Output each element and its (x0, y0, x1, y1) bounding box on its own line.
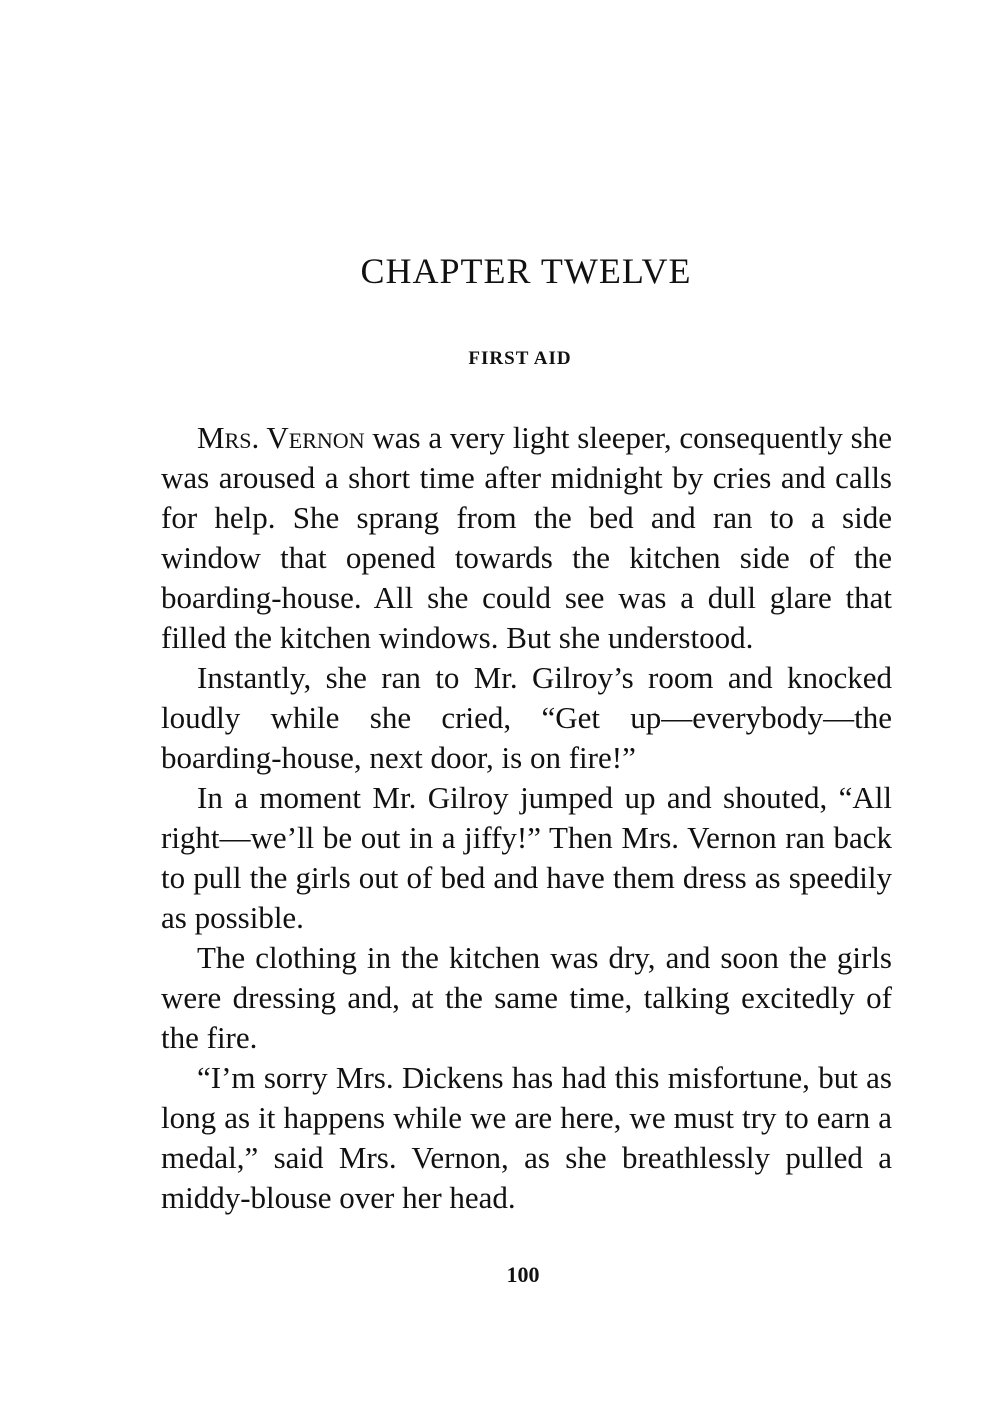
chapter-body (161, 418, 892, 1218)
chapter-subtitle: FIRST AID (468, 348, 572, 369)
paragraph-lead: Mrs. Vernon (197, 420, 365, 455)
paragraph (161, 418, 892, 658)
paragraph: In a moment Mr. Gilroy jumped up and shouted, “All right—we’ll be out in a jiffy!” Then Mrs. Vernon ran back to pull the girls out of bed and have them dress as speedily as possible. (161, 780, 892, 935)
chapter-title: CHAPTER TWELVE (360, 251, 692, 291)
page-number: 100 (506, 1262, 540, 1287)
paragraph-text: was a very light sleeper, consequently she was aroused a short time after midnight by cries and calls for help. She sprang from the bed and ran to a side window that opened towards the kitchen side of the boarding-house. All she could see was a dull glare that filled the kitchen windows. But she understood. (161, 420, 892, 655)
paragraph: Instantly, she ran to Mr. Gilroy’s room and knocked loudly while she cried, “Get up—everybody—the boarding-house, next door, is on fire!” (161, 660, 892, 775)
paragraph: “I’m sorry Mrs. Dickens has had this misfortune, but as long as it happens while we are here, we must try to earn a medal,” said Mrs. Vernon, as she breathlessly pulled a middy-blouse over her head. (161, 1060, 892, 1215)
paragraph: The clothing in the kitchen was dry, and soon the girls were dressing and, at the same time, talking excitedly of the fire. (161, 940, 892, 1055)
